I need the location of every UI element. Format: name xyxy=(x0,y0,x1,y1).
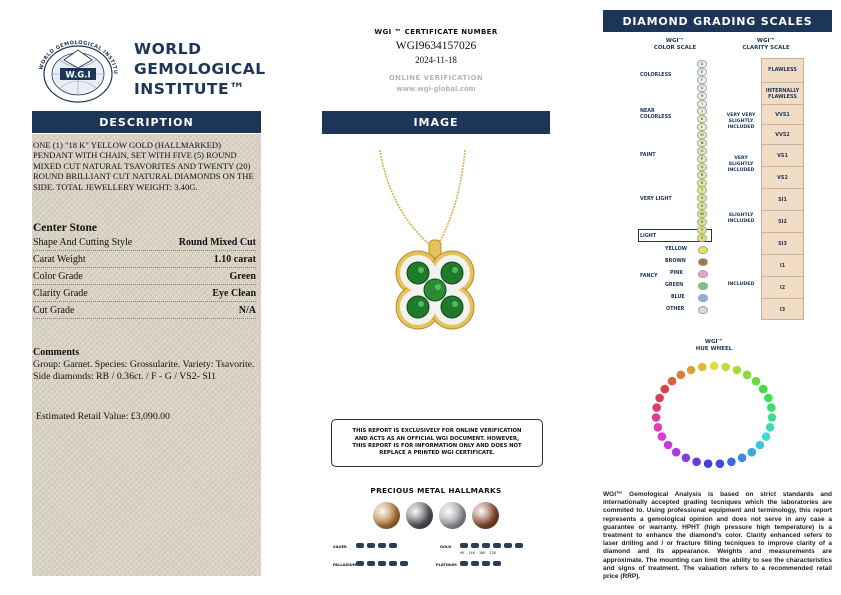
hue-dot xyxy=(738,454,747,463)
color-category: VERY LIGHT xyxy=(640,197,672,202)
hallmark-stamp xyxy=(356,543,364,548)
hue-dot xyxy=(764,394,773,403)
retail-value: Estimated Retail Value: £3,090.00 xyxy=(36,411,170,422)
fancy-color-label: BLUE xyxy=(671,295,685,300)
hallmark-stamp xyxy=(389,543,397,548)
description-header: DESCRIPTION xyxy=(32,111,261,133)
fancy-color-gem xyxy=(698,306,708,314)
color-grade-gem: U xyxy=(697,194,707,202)
clarity-grade: VS1 xyxy=(761,145,804,167)
color-category: COLORLESS xyxy=(640,73,672,78)
fancy-color-gem xyxy=(698,282,708,290)
clarity-grade: SI1 xyxy=(761,189,804,211)
hue-dot xyxy=(687,366,696,375)
hue-dot xyxy=(716,459,725,468)
hue-dot xyxy=(658,432,667,441)
clarity-grade: I1 xyxy=(761,255,804,277)
hue-dot xyxy=(661,385,670,394)
hue-dot xyxy=(733,366,742,375)
hue-dot xyxy=(652,413,661,422)
fancy-color-label: GREEN xyxy=(665,283,684,288)
hue-dot xyxy=(654,423,663,432)
clarity-grade: INTERNALLY FLAWLESS xyxy=(761,83,804,105)
hue-dot xyxy=(682,454,691,463)
hue-dot xyxy=(756,441,765,450)
comments-line: Group: Garnet. Species: Grossularite. Variety: Tsavorite. xyxy=(33,359,255,370)
center-stone-title: Center Stone xyxy=(33,222,97,234)
karat-label: 18K xyxy=(478,551,486,555)
comments-line: Side diamonds: RB / 0.36ct. / F - G / VS2- SI1 xyxy=(33,371,216,382)
org-name-line1: WORLD xyxy=(134,40,202,58)
hue-dot xyxy=(672,448,681,457)
field-cut-row xyxy=(33,302,256,319)
fancy-color-gem xyxy=(698,294,708,302)
copper-coin xyxy=(472,502,499,529)
hallmark-stamp xyxy=(504,543,512,548)
color-grade-gem: H xyxy=(697,92,707,100)
hue-dot xyxy=(655,394,664,403)
hue-dot xyxy=(710,362,719,371)
clarity-grade: FLAWLESS xyxy=(761,58,804,83)
color-grade-gem: I xyxy=(697,100,707,108)
color-grade-gem: X xyxy=(697,218,707,226)
fancy-color-label: BROWN xyxy=(665,259,686,264)
hue-dot xyxy=(677,371,686,380)
color-scale-head2: COLOR SCALE xyxy=(653,45,697,51)
hallmark-stamp xyxy=(460,561,468,566)
clarity-grade: I3 xyxy=(779,306,786,313)
color-grade-gem: D xyxy=(697,60,707,68)
clarity-grade: VVS2 xyxy=(761,125,804,145)
field-carat-row xyxy=(33,251,256,268)
field-value: N/A xyxy=(238,304,256,316)
hue-dot xyxy=(748,448,757,457)
hallmark-stamp xyxy=(460,543,468,548)
hallmark-stamp xyxy=(482,543,490,548)
color-grade-gem: Z xyxy=(697,234,707,242)
field-color-row xyxy=(33,268,256,285)
hallmark-stamp xyxy=(515,543,523,548)
fancy-color-label: YELLOW xyxy=(665,247,688,252)
karat-label: 22K xyxy=(489,551,497,555)
color-grade-gem: N xyxy=(697,139,707,147)
online-notice-box: THIS REPORT IS EXCLUSIVELY FOR ONLINE VERIFICATION AND ACTS AS AN OFFICIAL WGI DOCUMENT. HOWEVER, THIS REPORT IS FOR INFORMATION ONLY AND DOES NOT REPLACE A PRINTED WGI CERTIFICATE. xyxy=(331,419,543,467)
color-grade-gem: K xyxy=(697,115,707,123)
hallmark-stamp xyxy=(378,561,386,566)
fancy-color-gem xyxy=(698,270,708,278)
hue-wheel-title xyxy=(690,339,738,353)
color-grade-gem: S xyxy=(697,179,707,187)
hue-wheel-head2: HUE WHEEL xyxy=(695,346,733,352)
karat-label: 9K xyxy=(460,551,465,555)
hallmark-stamp xyxy=(471,543,479,548)
hue-dot xyxy=(721,363,730,372)
hue-dot xyxy=(698,363,707,372)
certificate-date: 2024-11-18 xyxy=(415,55,457,65)
clarity-grade: VS2 xyxy=(761,167,804,189)
color-grade-gem: L xyxy=(697,123,707,131)
clarity-grade: SI2 xyxy=(761,211,804,233)
field-value: Green xyxy=(229,270,256,282)
certificate-number: WGI9634157026 xyxy=(395,40,477,52)
color-grade-gem: E xyxy=(697,68,707,76)
hallmark-stamp xyxy=(367,543,375,548)
hue-dot xyxy=(704,459,713,468)
gold-coin xyxy=(373,502,400,529)
field-shape-row xyxy=(33,234,256,251)
color-grade-gem: V xyxy=(697,202,707,210)
color-grade-gem: W xyxy=(697,210,707,218)
hallmark-stamp xyxy=(400,561,408,566)
org-name-line2: GEMOLOGICAL xyxy=(134,60,266,78)
silver-hallmark-label: SILVER xyxy=(333,545,347,549)
dark-coin xyxy=(406,502,433,529)
color-grade-gem: F xyxy=(697,76,707,84)
svg-text:WORLD GEMOLOGICAL INSTITUTE: WORLD GEMOLOGICAL INSTITU xyxy=(38,39,119,75)
hue-dot xyxy=(762,432,771,441)
color-grade-gem: J xyxy=(697,107,707,115)
hue-dot xyxy=(692,458,701,467)
fancy-color-label: OTHER xyxy=(666,307,685,312)
color-grade-gem: T xyxy=(697,186,707,194)
hallmarks-title: PRECIOUS METAL HALLMARKS xyxy=(370,486,502,495)
hue-dot xyxy=(768,413,777,422)
pendant-image xyxy=(360,150,510,350)
svg-text:W.G.I: W.G.I xyxy=(65,70,91,81)
hue-dot xyxy=(652,403,661,412)
hallmark-stamp xyxy=(493,543,501,548)
color-grade-gem: M xyxy=(697,131,707,139)
color-grade-gem: P xyxy=(697,155,707,163)
color-category: LIGHT xyxy=(640,234,657,239)
hue-dot xyxy=(668,377,677,386)
fancy-category: FANCY xyxy=(640,274,658,279)
hallmark-stamp xyxy=(389,561,397,566)
field-label: Clarity Grade xyxy=(33,287,88,299)
clarity-scale-head2: CLARITY SCALE xyxy=(742,45,790,51)
hallmark-stamp xyxy=(482,561,490,566)
field-value: Eye Clean xyxy=(212,287,256,299)
gold-hallmarks xyxy=(460,543,523,548)
gold-karat-labels xyxy=(460,551,496,555)
clarity-category: VERY VERY SLIGHTLY INCLUDED xyxy=(726,113,756,130)
hue-dot xyxy=(767,403,776,412)
color-grade-gem: G xyxy=(697,84,707,92)
wgi-logo xyxy=(30,38,126,104)
hallmark-stamp xyxy=(367,561,375,566)
field-value: 1.10 carat xyxy=(213,253,256,265)
clarity-category: SLIGHTLY INCLUDED xyxy=(727,213,755,224)
clarity-scale-header xyxy=(728,38,804,52)
hallmark-stamp xyxy=(471,561,479,566)
hue-dot xyxy=(727,458,736,467)
color-grade-gem: Q xyxy=(697,163,707,171)
platinum-hallmark-label: PLATINUM xyxy=(436,563,457,567)
field-label: Shape And Cutting Style xyxy=(33,236,133,248)
certificate-label: WGI ™ CERTIFICATE NUMBER xyxy=(374,28,498,36)
field-label: Carat Weight xyxy=(33,253,86,265)
color-category: NEAR xyxy=(640,109,655,114)
color-grade-gem: O xyxy=(697,147,707,155)
scales-header: DIAMOND GRADING SCALES xyxy=(603,10,832,32)
field-clarity-row xyxy=(33,285,256,302)
analysis-disclaimer: WGI™ Gemological Analysis is based on strict standards and internationally accepted grading tecniques which the laboratories are commited to. Using professional equipment and terminology, this report represents a gemological opinion and does not serve in any case a guarantee or warranty. HPHT (high pressure high temperature) is a treatment to enhance the diamond's color. Clarity enhanced refers to laser drilling and / or fracture filling tecniques to improve clarity of a diamond and its appearance. Weights and measurements are approximate. The mounting can limit the ability to see the characteristics and signs of treatment. The valuation refers to a recommended retail price (RRP). xyxy=(603,491,832,581)
hue-dot xyxy=(664,441,673,450)
hallmark-stamp xyxy=(493,561,501,566)
description-text: ONE (1) "18 K" YELLOW GOLD (HALLMARKED) PENDANT WITH CHAIN, SET WITH FIVE (5) ROUND MIXED CUT NATURAL TSAVORITES AND TWENTY (20) ROUND BRILLIANT CUT NATURAL DIAMONDS ON THE SIDE. TOTAL JEWELLERY WEIGHT: 3.40G. xyxy=(33,140,254,192)
clarity-category: VERY SLIGHTLY INCLUDED xyxy=(727,156,755,173)
palladium-hallmarks xyxy=(356,561,408,566)
gold-hallmark-label: GOLD xyxy=(440,545,452,549)
color-grade-gem: R xyxy=(697,171,707,179)
karat-label: 14K xyxy=(468,551,475,555)
comments-title: Comments xyxy=(33,347,80,358)
hue-dot xyxy=(766,423,775,432)
hue-dot xyxy=(759,385,768,394)
clarity-scale-head1: WGI™ xyxy=(756,38,776,44)
color-category: FAINT xyxy=(640,153,656,158)
clarity-grade: VVS1 xyxy=(761,105,804,125)
fancy-color-gem xyxy=(698,258,708,266)
hue-dot xyxy=(743,371,752,380)
color-scale-head1: WGI™ xyxy=(665,38,685,44)
field-label: Color Grade xyxy=(33,270,83,282)
color-category: COLORLESS xyxy=(640,115,672,120)
online-verification-url[interactable]: www.wgi-global.com xyxy=(396,85,476,93)
clarity-category: INCLUDED xyxy=(727,282,755,287)
silver-hallmarks xyxy=(356,543,397,548)
color-grade-gem: Y xyxy=(697,226,707,234)
hue-wheel-head1: WGI™ xyxy=(704,339,724,345)
org-name-line3: INSTITUTE™ xyxy=(134,80,246,98)
field-label: Cut Grade xyxy=(33,304,75,316)
hallmark-stamp xyxy=(378,543,386,548)
clarity-grade: SI3 xyxy=(761,233,804,255)
hallmark-stamp xyxy=(356,561,364,566)
clarity-grade: I2 xyxy=(761,277,804,299)
hue-dot xyxy=(752,377,761,386)
fancy-color-gem xyxy=(698,246,708,254)
platinum-hallmarks xyxy=(460,561,501,566)
image-header: IMAGE xyxy=(322,111,550,134)
comments-text xyxy=(33,359,258,383)
hue-wheel xyxy=(646,355,782,471)
field-value: Round Mixed Cut xyxy=(178,236,256,248)
color-scale-header xyxy=(640,38,710,52)
fancy-color-label: PINK xyxy=(670,271,684,276)
silver-coin xyxy=(439,502,466,529)
online-verification-label: ONLINE VERIFICATION xyxy=(388,74,484,82)
palladium-hallmark-label: PALLADIUM xyxy=(333,563,357,567)
